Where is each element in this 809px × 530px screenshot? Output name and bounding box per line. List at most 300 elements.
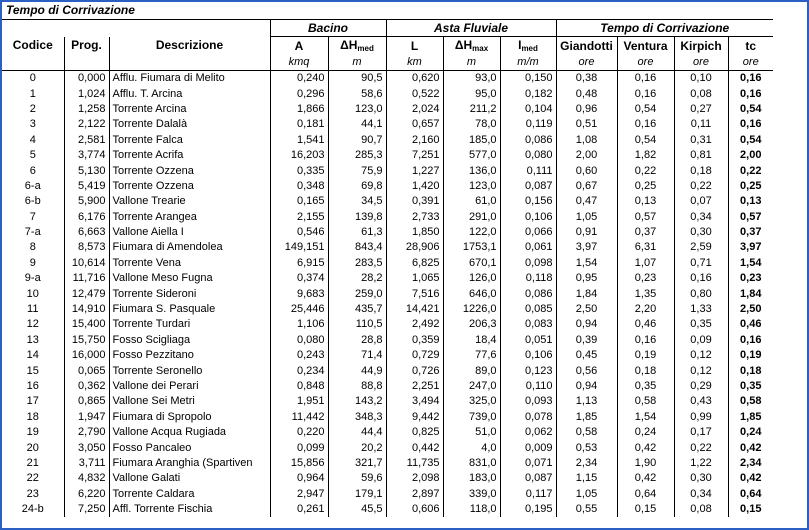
cell-descrizione: Fosso Scigliaga	[109, 333, 270, 348]
cell-dh-med: 143,2	[328, 394, 386, 409]
cell-kirpich: 0,10	[674, 71, 728, 87]
cell-ventura: 2,20	[617, 302, 674, 317]
cell-codice: 17	[2, 394, 64, 409]
cell-prog: 5,130	[64, 163, 109, 178]
cell-kirpich: 0,71	[674, 256, 728, 271]
cell-descrizione: Torrente Seronello	[109, 363, 270, 378]
cell-i-med: 0,080	[500, 148, 556, 163]
cell-giandotti: 0,38	[556, 71, 617, 87]
cell-area: 0,296	[270, 86, 328, 101]
cell-descrizione: Torrente Vena	[109, 256, 270, 271]
table-row	[2, 394, 773, 409]
cell-area: 0,243	[270, 348, 328, 363]
cell-descrizione: Affl. Torrente Fischia	[109, 502, 270, 517]
cell-length: 0,825	[386, 425, 443, 440]
cell-codice: 16	[2, 379, 64, 394]
cell-kirpich: 1,33	[674, 302, 728, 317]
cell-length: 0,657	[386, 117, 443, 132]
cell-area: 15,856	[270, 456, 328, 471]
cell-codice: 9-a	[2, 271, 64, 286]
cell-dh-med: 28,8	[328, 333, 386, 348]
cell-dh-max: 123,0	[443, 179, 500, 194]
cell-dh-med: 44,4	[328, 425, 386, 440]
col-i-med-sub: med	[521, 44, 538, 53]
cell-tc: 0,37	[740, 226, 762, 239]
cell-kirpich: 0,81	[674, 148, 728, 163]
cell-tc: 1,54	[740, 256, 762, 269]
cell-length: 2,733	[386, 210, 443, 225]
cell-prog: 0,865	[64, 394, 109, 409]
unit-tc: ore	[728, 55, 773, 71]
cell-i-med: 0,119	[500, 117, 556, 132]
cell-dh-med: 435,7	[328, 302, 386, 317]
cell-prog: 12,479	[64, 286, 109, 301]
cell-area: 25,446	[270, 302, 328, 317]
cell-i-med: 0,086	[500, 133, 556, 148]
cell-prog: 5,900	[64, 194, 109, 209]
cell-tc: 0,54	[740, 133, 762, 146]
col-length: L	[386, 37, 443, 56]
table-row	[2, 210, 773, 225]
cell-ventura: 0,54	[617, 133, 674, 148]
cell-kirpich: 0,22	[674, 440, 728, 455]
cell-dh-med: 285,3	[328, 148, 386, 163]
cell-tc: 0,16	[740, 72, 762, 85]
cell-prog: 0,362	[64, 379, 109, 394]
cell-dh-max: 18,4	[443, 333, 500, 348]
cell-dh-max: 122,0	[443, 225, 500, 240]
cell-area: 11,442	[270, 410, 328, 425]
col-i-med	[500, 37, 556, 56]
cell-length: 2,492	[386, 317, 443, 332]
cell-tc: 0,42	[740, 472, 762, 485]
cell-dh-max: 4,0	[443, 440, 500, 455]
cell-length: 0,522	[386, 86, 443, 101]
group-header-row	[2, 20, 773, 37]
cell-dh-max: 831,0	[443, 456, 500, 471]
cell-descrizione: Fiumara Aranghia (Spartiven	[109, 456, 270, 471]
cell-codice: 9	[2, 256, 64, 271]
cell-giandotti: 2,50	[556, 302, 617, 317]
cell-ventura: 1,90	[617, 456, 674, 471]
cell-tc: 0,58	[740, 395, 762, 408]
cell-dh-med: 139,8	[328, 210, 386, 225]
cell-dh-med: 321,7	[328, 456, 386, 471]
cell-i-med: 0,117	[500, 487, 556, 502]
cell-length: 0,606	[386, 502, 443, 517]
cell-dh-med: 843,4	[328, 240, 386, 255]
cell-kirpich: 0,18	[674, 163, 728, 178]
cell-ventura: 0,16	[617, 71, 674, 87]
cell-codice: 4	[2, 133, 64, 148]
cell-ventura: 0,16	[617, 333, 674, 348]
cell-i-med: 0,156	[500, 194, 556, 209]
cell-codice: 22	[2, 471, 64, 486]
cell-codice: 3	[2, 117, 64, 132]
col-i-med-label: I	[518, 38, 522, 52]
cell-i-med: 0,110	[500, 379, 556, 394]
cell-prog: 3,050	[64, 440, 109, 455]
cell-length: 2,160	[386, 133, 443, 148]
cell-length: 1,065	[386, 271, 443, 286]
cell-dh-max: 126,0	[443, 271, 500, 286]
cell-ventura: 1,82	[617, 148, 674, 163]
col-area: A	[270, 37, 328, 56]
table-row	[2, 271, 773, 286]
cell-area: 2,155	[270, 210, 328, 225]
cell-length: 2,098	[386, 471, 443, 486]
cell-area: 0,348	[270, 179, 328, 194]
cell-tc: 0,23	[740, 272, 762, 285]
cell-codice: 11	[2, 302, 64, 317]
cell-giandotti: 0,47	[556, 194, 617, 209]
cell-kirpich: 0,08	[674, 502, 728, 517]
cell-codice: 13	[2, 333, 64, 348]
cell-dh-med: 34,5	[328, 194, 386, 209]
cell-prog: 3,774	[64, 148, 109, 163]
cell-ventura: 0,35	[617, 379, 674, 394]
cell-i-med: 0,150	[500, 71, 556, 87]
cell-prog: 2,122	[64, 117, 109, 132]
cell-prog: 10,614	[64, 256, 109, 271]
cell-dh-med: 28,2	[328, 271, 386, 286]
cell-tc: 0,22	[740, 164, 762, 177]
cell-giandotti: 0,53	[556, 440, 617, 455]
cell-i-med: 0,051	[500, 333, 556, 348]
cell-dh-max: 739,0	[443, 410, 500, 425]
cell-prog: 1,258	[64, 102, 109, 117]
cell-area: 0,546	[270, 225, 328, 240]
cell-i-med: 0,061	[500, 240, 556, 255]
cell-dh-med: 179,1	[328, 487, 386, 502]
cell-descrizione: Torrente Acrifa	[109, 148, 270, 163]
cell-kirpich: 0,34	[674, 487, 728, 502]
unit-ventura: ore	[617, 55, 674, 71]
cell-i-med: 0,071	[500, 456, 556, 471]
cell-kirpich: 0,30	[674, 471, 728, 486]
col-tc: tc	[745, 38, 757, 53]
cell-dh-med: 44,9	[328, 363, 386, 378]
group-asta-fluviale: Asta Fluviale	[386, 20, 556, 37]
cell-kirpich: 0,11	[674, 117, 728, 132]
cell-dh-max: 78,0	[443, 117, 500, 132]
cell-prog: 1,947	[64, 410, 109, 425]
cell-dh-med: 71,4	[328, 348, 386, 363]
cell-ventura: 0,46	[617, 317, 674, 332]
unit-dh-max: m	[443, 55, 500, 71]
cell-codice: 0	[2, 71, 64, 87]
cell-ventura: 0,54	[617, 102, 674, 117]
cell-dh-max: 646,0	[443, 286, 500, 301]
cell-descrizione: Torrente Ozzena	[109, 163, 270, 178]
cell-prog: 11,716	[64, 271, 109, 286]
cell-length: 28,906	[386, 240, 443, 255]
units-row	[2, 55, 773, 71]
table-row	[2, 256, 773, 271]
cell-i-med: 0,086	[500, 286, 556, 301]
table-row	[2, 163, 773, 178]
cell-i-med: 0,123	[500, 363, 556, 378]
cell-tc: 0,54	[740, 102, 762, 115]
cell-prog: 5,419	[64, 179, 109, 194]
cell-giandotti: 1,05	[556, 210, 617, 225]
col-dh-med-label: ΔH	[340, 38, 358, 52]
cell-area: 9,683	[270, 286, 328, 301]
cell-i-med: 0,118	[500, 271, 556, 286]
unit-dh-med: m	[328, 55, 386, 71]
cell-tc: 0,42	[740, 441, 762, 454]
cell-tc: 0,35	[740, 380, 762, 392]
cell-kirpich: 0,07	[674, 194, 728, 209]
cell-i-med: 0,106	[500, 348, 556, 363]
table-row	[2, 333, 773, 348]
cell-descrizione: Torrente Arcina	[109, 102, 270, 117]
cell-descrizione: Vallone Trearie	[109, 194, 270, 209]
cell-descrizione: Vallone Sei Metri	[109, 394, 270, 409]
cell-area: 0,234	[270, 363, 328, 378]
cell-length: 11,735	[386, 456, 443, 471]
table-row	[2, 286, 773, 301]
cell-dh-med: 61,3	[328, 225, 386, 240]
cell-kirpich: 0,31	[674, 133, 728, 148]
cell-dh-med: 75,9	[328, 163, 386, 178]
cell-dh-med: 58,6	[328, 86, 386, 101]
cell-ventura: 0,15	[617, 502, 674, 517]
cell-ventura: 0,16	[617, 86, 674, 101]
cell-prog: 2,790	[64, 425, 109, 440]
cell-prog: 3,711	[64, 456, 109, 471]
cell-giandotti: 3,97	[556, 240, 617, 255]
cell-i-med: 0,087	[500, 179, 556, 194]
cell-dh-max: 61,0	[443, 194, 500, 209]
cell-ventura: 1,54	[617, 410, 674, 425]
cell-giandotti: 0,39	[556, 333, 617, 348]
cell-giandotti: 0,58	[556, 425, 617, 440]
column-header-row	[2, 37, 773, 56]
cell-descrizione: Torrente Falca	[109, 133, 270, 148]
table-row	[2, 194, 773, 209]
cell-dh-max: 339,0	[443, 487, 500, 502]
cell-giandotti: 0,56	[556, 363, 617, 378]
cell-ventura: 0,42	[617, 471, 674, 486]
cell-prog: 6,220	[64, 487, 109, 502]
cell-descrizione: Torrente Arangea	[109, 210, 270, 225]
cell-ventura: 0,25	[617, 179, 674, 194]
cell-codice: 8	[2, 240, 64, 255]
col-dh-max	[443, 37, 500, 56]
cell-tc: 0,16	[740, 333, 762, 346]
cell-length: 14,421	[386, 302, 443, 317]
cell-codice: 6-a	[2, 179, 64, 194]
cell-ventura: 0,58	[617, 394, 674, 409]
cell-kirpich: 0,09	[674, 333, 728, 348]
cell-prog: 6,663	[64, 225, 109, 240]
cell-tc: 0,57	[740, 210, 762, 223]
table-body	[2, 71, 773, 518]
cell-dh-max: 183,0	[443, 471, 500, 486]
cell-ventura: 0,42	[617, 440, 674, 455]
cell-prog: 1,024	[64, 86, 109, 101]
cell-dh-med: 259,0	[328, 286, 386, 301]
cell-area: 0,261	[270, 502, 328, 517]
cell-giandotti: 0,45	[556, 348, 617, 363]
cell-length: 2,897	[386, 487, 443, 502]
cell-dh-max: 185,0	[443, 133, 500, 148]
cell-codice: 15	[2, 363, 64, 378]
cell-kirpich: 0,43	[674, 394, 728, 409]
cell-ventura: 6,31	[617, 240, 674, 255]
group-bacino: Bacino	[270, 20, 386, 37]
cell-dh-max: 291,0	[443, 210, 500, 225]
cell-tc: 2,50	[740, 303, 762, 316]
cell-giandotti: 2,34	[556, 456, 617, 471]
cell-length: 6,825	[386, 256, 443, 271]
cell-length: 0,359	[386, 333, 443, 348]
cell-giandotti: 0,60	[556, 163, 617, 178]
cell-prog: 0,065	[64, 363, 109, 378]
cell-giandotti: 0,51	[556, 117, 617, 132]
cell-prog: 7,250	[64, 502, 109, 517]
cell-kirpich: 0,17	[674, 425, 728, 440]
cell-length: 0,726	[386, 363, 443, 378]
cell-descrizione: Torrente Ozzena	[109, 179, 270, 194]
cell-tc: 0,16	[740, 118, 762, 131]
table-row	[2, 410, 773, 425]
cell-prog: 15,750	[64, 333, 109, 348]
cell-area: 1,106	[270, 317, 328, 332]
cell-area: 0,080	[270, 333, 328, 348]
cell-giandotti: 0,94	[556, 379, 617, 394]
table-row	[2, 102, 773, 117]
cell-giandotti: 1,54	[556, 256, 617, 271]
table-row	[2, 117, 773, 132]
cell-kirpich: 0,12	[674, 363, 728, 378]
cell-codice: 12	[2, 317, 64, 332]
cell-descrizione: Torrente Sideroni	[109, 286, 270, 301]
cell-kirpich: 0,12	[674, 348, 728, 363]
cell-area: 16,203	[270, 148, 328, 163]
cell-ventura: 1,35	[617, 286, 674, 301]
cell-descrizione: Afflu. T. Arcina	[109, 86, 270, 101]
cell-dh-med: 90,5	[328, 71, 386, 87]
table-row	[2, 240, 773, 255]
col-dh-max-label: ΔH	[454, 38, 473, 52]
cell-dh-max: 118,0	[443, 502, 500, 517]
cell-codice: 20	[2, 440, 64, 455]
cell-i-med: 0,106	[500, 210, 556, 225]
cell-ventura: 0,23	[617, 271, 674, 286]
cell-descrizione: Vallone Acqua Rugiada	[109, 425, 270, 440]
cell-giandotti: 0,55	[556, 502, 617, 517]
cell-dh-max: 95,0	[443, 86, 500, 101]
cell-i-med: 0,009	[500, 440, 556, 455]
cell-descrizione: Torrente Dalalà	[109, 117, 270, 132]
cell-codice: 6-b	[2, 194, 64, 209]
cell-area: 0,099	[270, 440, 328, 455]
cell-length: 1,227	[386, 163, 443, 178]
cell-descrizione: Afflu. Fiumara di Melito	[109, 71, 270, 87]
cell-ventura: 1,07	[617, 256, 674, 271]
cell-dh-max: 211,2	[443, 102, 500, 117]
cell-dh-max: 136,0	[443, 163, 500, 178]
cell-i-med: 0,195	[500, 502, 556, 517]
cell-area: 0,374	[270, 271, 328, 286]
cell-tc: 1,85	[740, 410, 762, 423]
cell-codice: 1	[2, 86, 64, 101]
cell-tc: 0,13	[740, 195, 762, 208]
cell-giandotti: 0,95	[556, 271, 617, 286]
cell-length: 3,494	[386, 394, 443, 409]
cell-dh-med: 88,8	[328, 379, 386, 394]
unit-area: kmq	[270, 55, 328, 71]
table-row	[2, 363, 773, 378]
unit-giandotti: ore	[556, 55, 617, 71]
cell-codice: 18	[2, 410, 64, 425]
cell-length: 1,420	[386, 179, 443, 194]
table-row	[2, 133, 773, 148]
cell-kirpich: 0,35	[674, 317, 728, 332]
cell-ventura: 0,13	[617, 194, 674, 209]
cell-prog: 16,000	[64, 348, 109, 363]
cell-ventura: 0,16	[617, 117, 674, 132]
cell-length: 1,850	[386, 225, 443, 240]
cell-dh-med: 69,8	[328, 179, 386, 194]
cell-giandotti: 1,05	[556, 487, 617, 502]
cell-tc: 0,19	[740, 349, 762, 362]
cell-length: 2,251	[386, 379, 443, 394]
cell-descrizione: Fiumara di Amendolea	[109, 240, 270, 255]
cell-kirpich: 1,22	[674, 456, 728, 471]
cell-kirpich: 0,80	[674, 286, 728, 301]
cell-codice: 23	[2, 487, 64, 502]
cell-codice: 19	[2, 425, 64, 440]
cell-giandotti: 0,67	[556, 179, 617, 194]
cell-area: 0,220	[270, 425, 328, 440]
col-dh-med-sub: med	[357, 44, 374, 53]
table-row	[2, 148, 773, 163]
cell-i-med: 0,104	[500, 102, 556, 117]
cell-kirpich: 0,30	[674, 225, 728, 240]
cell-giandotti: 0,48	[556, 86, 617, 101]
cell-tc: 0,24	[740, 426, 762, 439]
cell-codice: 2	[2, 102, 64, 117]
cell-kirpich: 0,34	[674, 210, 728, 225]
cell-dh-med: 45,5	[328, 502, 386, 517]
col-codice: Codice	[2, 37, 64, 56]
unit-kirpich: ore	[674, 55, 728, 71]
cell-codice: 24-b	[2, 502, 64, 517]
table-row	[2, 502, 773, 517]
cell-giandotti: 1,13	[556, 394, 617, 409]
cell-tc: 0,16	[740, 87, 762, 100]
cell-ventura: 0,24	[617, 425, 674, 440]
cell-area: 1,951	[270, 394, 328, 409]
corrivazione-table	[2, 19, 773, 517]
col-giandotti: Giandotti	[556, 37, 617, 56]
cell-length: 7,251	[386, 148, 443, 163]
cell-ventura: 0,22	[617, 163, 674, 178]
col-kirpich: Kirpich	[674, 37, 728, 56]
table-row	[2, 86, 773, 101]
sheet-title: Tempo di Corrivazione	[6, 3, 135, 17]
table-row	[2, 71, 773, 87]
cell-area: 2,947	[270, 487, 328, 502]
cell-area: 0,335	[270, 163, 328, 178]
cell-area: 1,541	[270, 133, 328, 148]
cell-descrizione: Fosso Pancaleo	[109, 440, 270, 455]
table-row	[2, 379, 773, 394]
cell-area: 0,165	[270, 194, 328, 209]
